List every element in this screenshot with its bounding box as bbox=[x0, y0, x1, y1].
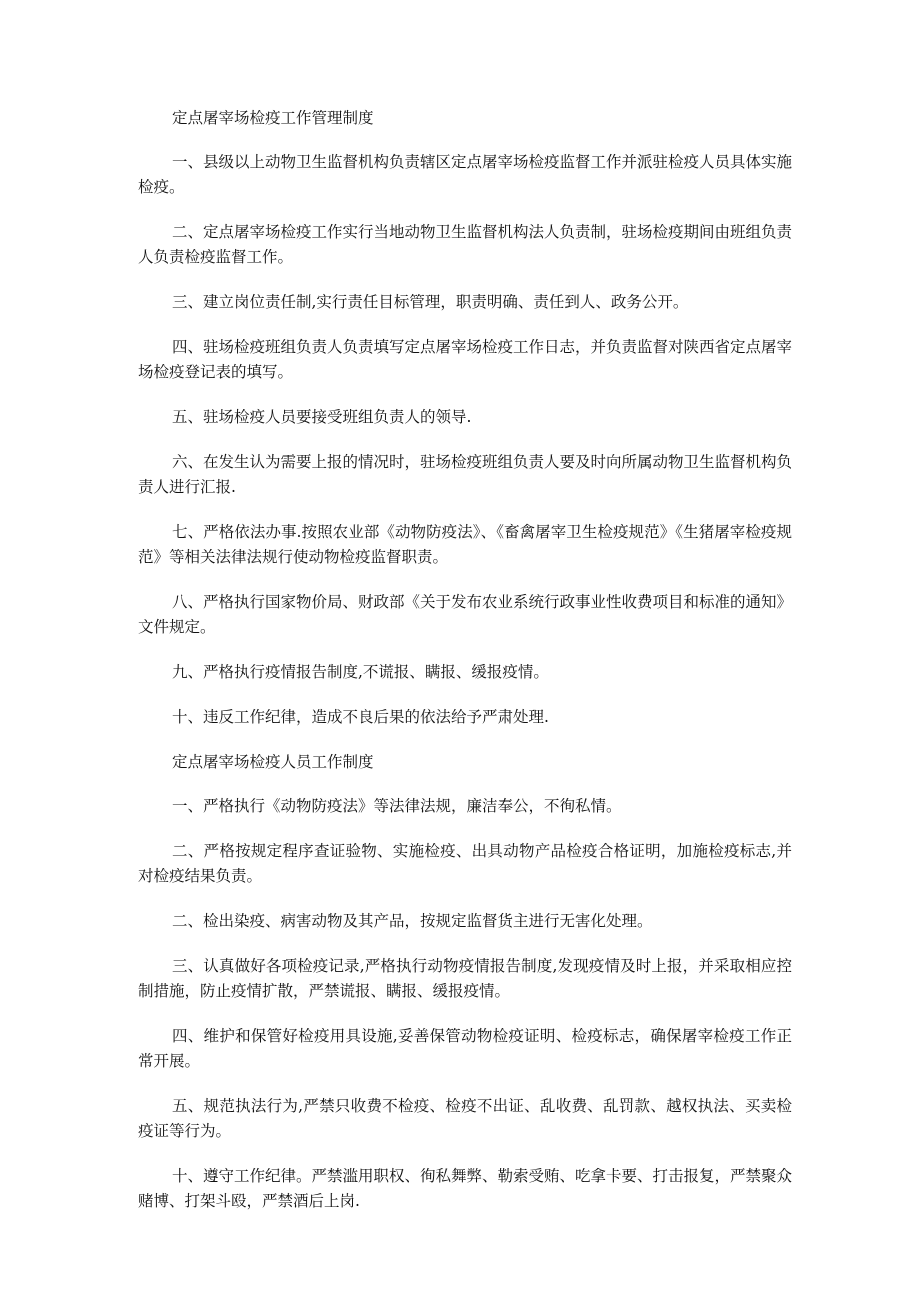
section2-paragraph-2: 二、严格按规定程序查证验物、实施检疫、出具动物产品检疫合格证明，加施检疫标志,并对检疫结果负责。 bbox=[138, 842, 792, 885]
section2-paragraph-6: 五、规范执法行为,严禁只收费不检疫、检疫不出证、乱收费、乱罚款、越权执法、买卖检疫证等行为。 bbox=[138, 1097, 792, 1140]
section2-paragraph-4: 三、认真做好各项检疫记录,严格执行动物疫情报告制度,发现疫情及时上报，并采取相应控制措施，防止疫情扩散，严禁谎报、瞒报、缓报疫情。 bbox=[138, 957, 792, 1000]
section2-title: 定点屠宰场检疫人员工作制度 bbox=[172, 753, 374, 771]
section2-paragraph-3: 二、检出染疫、病害动物及其产品，按规定监督货主进行无害化处理。 bbox=[172, 912, 653, 930]
section1-paragraph-6: 六、在发生认为需要上报的情况时，驻场检疫班组负责人要及时向所属动物卫生监督机构负责人进行汇报. bbox=[138, 453, 793, 496]
section1-paragraph-4: 四、驻场检疫班组负责人负责填写定点屠宰场检疫工作日志，并负责监督对陕西省定点屠宰场检疫登记表的填写。 bbox=[138, 338, 793, 381]
section1-paragraph-2: 二、定点屠宰场检疫工作实行当地动物卫生监督机构法人负责制，驻场检疫期间由班组负责人负责检疫监督工作。 bbox=[138, 223, 793, 266]
section1-paragraph-10: 十、违反工作纪律，造成不良后果的依法给予严肃处理. bbox=[172, 708, 549, 726]
section1-paragraph-7: 七、严格依法办事.按照农业部《动物防疫法》、《畜禽屠宰卫生检疫规范》《生猪屠宰检疫规范》等相关法律法规行使动物检疫监督职责。 bbox=[138, 523, 792, 566]
section2-paragraph-5: 四、维护和保管好检疫用具设施,妥善保管动物检疫证明、检疫标志，确保屠宰检疫工作正常开展。 bbox=[138, 1027, 792, 1070]
section1-paragraph-3: 三、建立岗位责任制,实行责任目标管理，职责明确、责任到人、政务公开。 bbox=[172, 293, 689, 311]
section1-paragraph-5: 五、驻场检疫人员要接受班组负责人的领导. bbox=[172, 408, 472, 426]
section2-paragraph-7: 十、遵守工作纪律。严禁滥用职权、徇私舞弊、勒索受贿、吃拿卡要、打击报复，严禁聚众赌博、打架斗殴，严禁酒后上岗. bbox=[138, 1167, 793, 1210]
section1-paragraph-9: 九、严格执行疫情报告制度,不谎报、瞒报、缓报疫情。 bbox=[172, 663, 549, 681]
section1-title: 定点屠宰场检疫工作管理制度 bbox=[172, 109, 374, 127]
section1-paragraph-8: 八、严格执行国家物价局、财政部《关于发布农业系统行政事业性收费项目和标准的通知》文件规定。 bbox=[138, 593, 793, 636]
document-body bbox=[138, 106, 792, 1234]
section1-paragraph-1: 一、县级以上动物卫生监督机构负责辖区定点屠宰场检疫监督工作并派驻检疫人员具体实施检疫。 bbox=[138, 153, 793, 196]
section2-paragraph-1: 一、严格执行《动物防疫法》等法律法规，廉洁奉公，不徇私情。 bbox=[172, 797, 622, 815]
